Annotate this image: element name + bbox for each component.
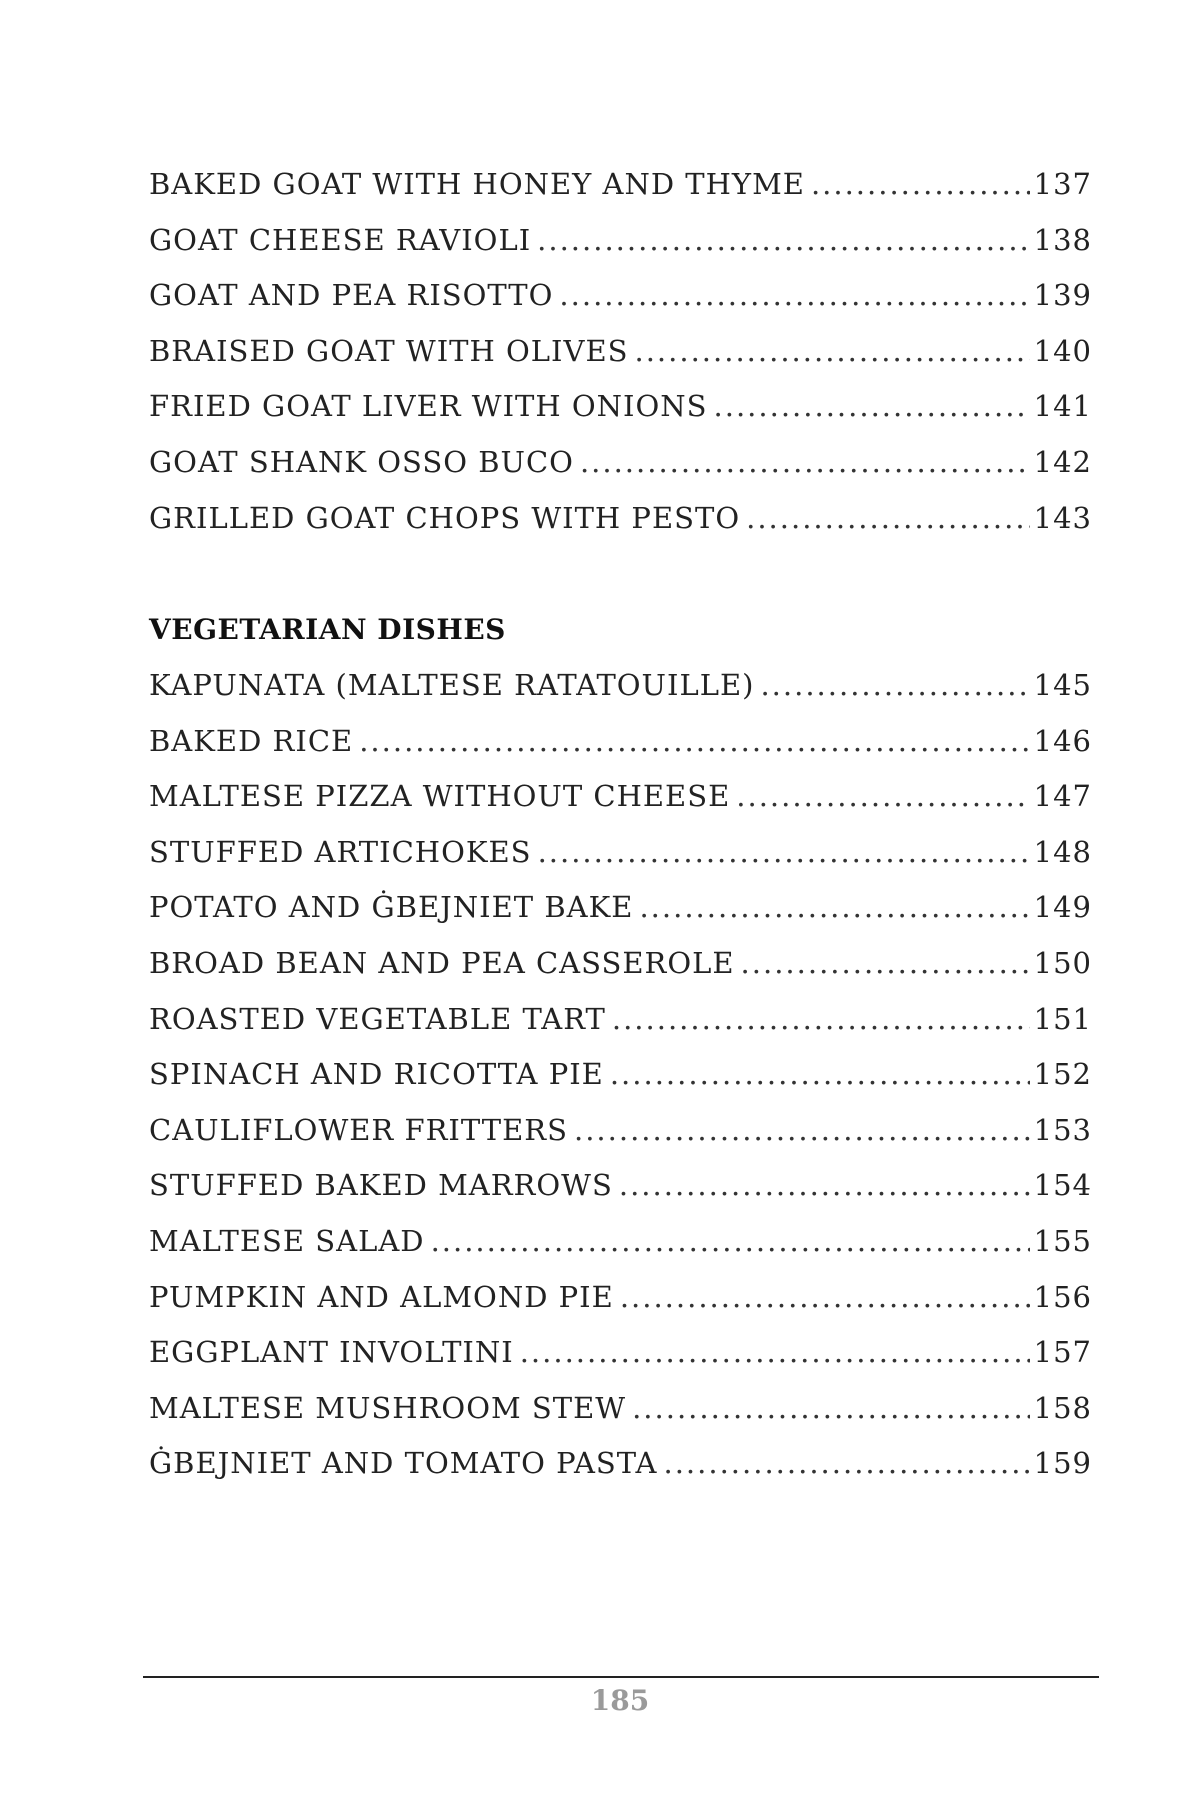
toc-entry-page: 138 [1033,222,1092,257]
toc-entry-page: 142 [1033,444,1092,479]
toc-entry-title: FRIED GOAT LIVER WITH ONIONS [149,389,708,424]
dot-leader [811,157,1030,213]
dot-leader [610,1047,1030,1103]
toc-entry [149,769,1092,825]
toc-entry-page: 140 [1033,333,1092,368]
toc-entry [149,324,1092,380]
toc-entry-page: 143 [1033,500,1092,535]
toc-entry-page: 147 [1033,779,1092,814]
section-heading: VEGETARIAN DISHES [149,613,506,646]
toc-entry [149,1270,1092,1326]
toc-entry-title: GOAT SHANK OSSO BUCO [149,444,574,479]
toc-entry [149,1381,1092,1437]
dot-leader [559,268,1029,324]
dot-leader [619,1158,1030,1214]
dot-leader [635,324,1030,380]
toc-entry-title: EGGPLANT INVOLTINI [149,1335,514,1370]
dot-leader [359,714,1029,770]
toc-entry [149,379,1092,435]
dot-leader [632,1381,1030,1437]
toc-entry-title: STUFFED BAKED MARROWS [149,1168,613,1203]
dot-leader [620,1270,1030,1326]
toc-entry-page: 146 [1033,723,1092,758]
dot-leader [746,491,1030,547]
toc-entry-title: GOAT CHEESE RAVIOLI [149,222,532,257]
toc-entry-page: 157 [1033,1335,1092,1370]
toc-entry-page: 154 [1033,1168,1092,1203]
footer-divider [143,1676,1099,1678]
toc-entry [149,1325,1092,1381]
toc-entry-page: 145 [1033,668,1092,702]
dot-leader [663,1436,1029,1492]
page-number: 185 [590,1684,650,1717]
toc-entry-page: 151 [1033,1001,1092,1036]
toc-entry-title: MALTESE MUSHROOM STEW [149,1390,627,1425]
toc-entry [149,880,1092,936]
dot-leader [538,825,1030,881]
toc-entry [149,1047,1092,1103]
dot-leader [760,658,1029,714]
toc-entry-page: 148 [1033,834,1092,869]
toc-entry-title: ĠBEJNIET AND TOMATO PASTA [149,1446,658,1481]
toc-entry-page: 153 [1033,1112,1092,1147]
toc-entry-title: POTATO AND ĠBEJNIET BAKE [149,890,634,925]
toc-entry-title: GOAT AND PEA RISOTTO [149,278,554,313]
toc-entry-title: BAKED RICE [149,723,354,758]
dot-leader [431,1214,1030,1270]
toc-entry-title: GRILLED GOAT CHOPS WITH PESTO [149,500,741,535]
toc-entry [149,268,1092,324]
toc-entry [149,825,1092,881]
toc-entry-page: 141 [1033,389,1092,424]
toc-entry-page: 156 [1033,1279,1092,1314]
dot-leader [639,880,1029,936]
dot-leader [612,992,1030,1048]
toc-entry-title: BAKED GOAT WITH HONEY AND THYME [149,167,805,201]
toc-entry [149,1436,1092,1492]
toc-vegetarian-section [149,602,1092,1492]
toc-entry-title: BRAISED GOAT WITH OLIVES [149,333,629,368]
dot-leader [580,435,1030,491]
toc-entry [149,1158,1092,1214]
toc-entry [149,213,1092,269]
toc-entry [149,992,1092,1048]
toc-entry-title: PUMPKIN AND ALMOND PIE [149,1279,614,1314]
toc-entry-page: 158 [1033,1390,1092,1425]
toc-entry-title: ROASTED VEGETABLE TART [149,1001,606,1036]
toc-entry [149,714,1092,770]
toc-entry-page: 137 [1033,167,1092,201]
toc-entry-page: 152 [1033,1057,1092,1092]
toc-entry-title: STUFFED ARTICHOKES [149,834,532,869]
dot-leader [714,379,1030,435]
dot-leader [741,936,1030,992]
dot-leader [574,1103,1030,1159]
dot-leader [736,769,1029,825]
toc-entry-page: 155 [1033,1223,1092,1258]
toc-entry-title: BROAD BEAN AND PEA CASSEROLE [149,945,735,980]
toc-entry-title: KAPUNATA (MALTESE RATATOUILLE) [149,668,755,702]
toc-entry [149,658,1092,714]
dot-leader [537,213,1029,269]
toc-entry-title: SPINACH AND RICOTTA PIE [149,1057,604,1092]
toc-entry [149,1214,1092,1270]
toc-entry-title: CAULIFLOWER FRITTERS [149,1112,568,1147]
toc-entry [149,491,1092,547]
toc-entry [149,936,1092,992]
toc-entry [149,157,1092,213]
toc-entry-page: 149 [1033,890,1092,925]
toc-entry [149,435,1092,491]
dot-leader [520,1325,1030,1381]
toc-entry-title: MALTESE PIZZA WITHOUT CHEESE [149,779,731,814]
toc-entry-page: 150 [1033,945,1092,980]
toc-entry-page: 139 [1033,278,1092,313]
toc-entry-title: MALTESE SALAD [149,1223,425,1258]
toc-entry [149,1103,1092,1159]
toc-entry-page: 159 [1033,1446,1092,1481]
toc-goat-section [149,157,1092,546]
